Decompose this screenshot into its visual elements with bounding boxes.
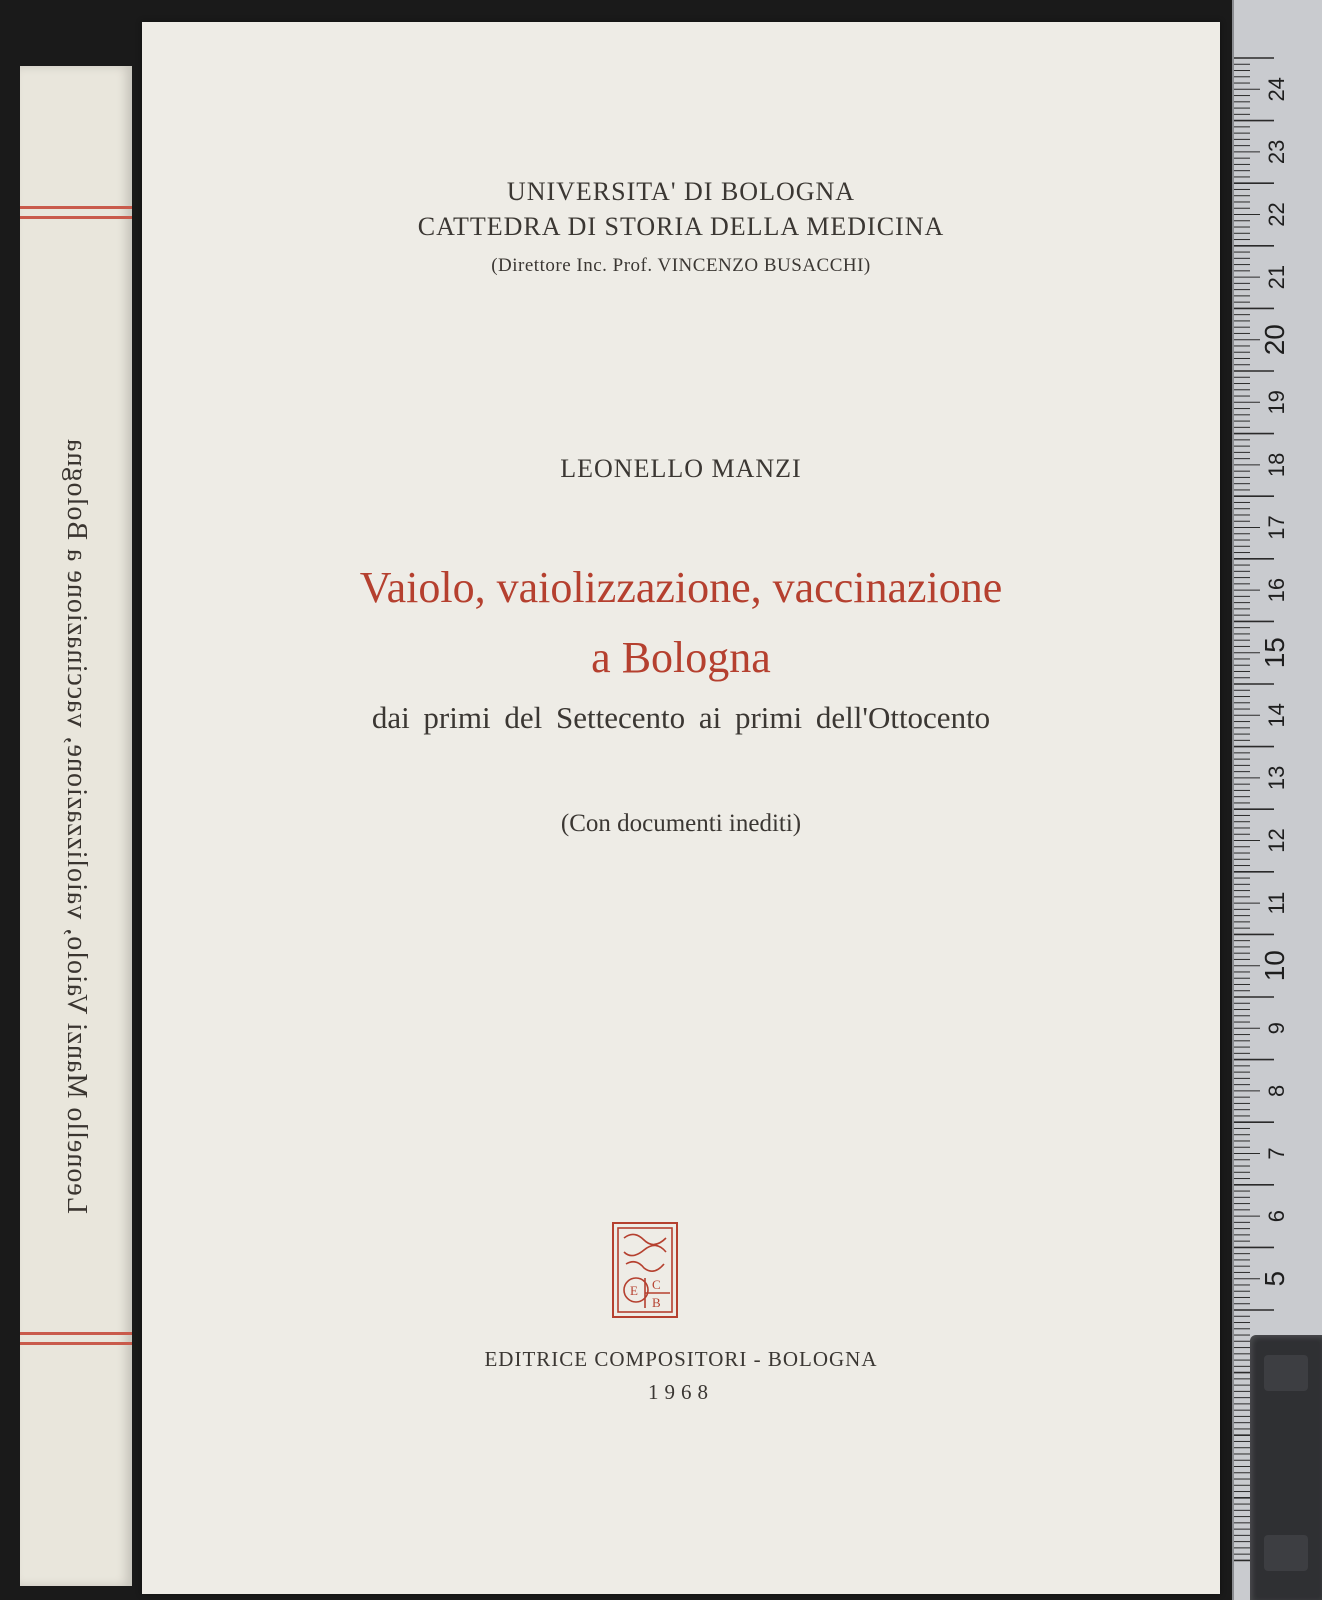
ruler-label: 8 [1264,1084,1289,1098]
ruler-label: 16 [1264,577,1289,603]
author-name: LEONELLO MANZI [560,454,802,483]
ruler-label: 19 [1264,390,1289,415]
university-name: UNIVERSITA' DI BOLOGNA [506,177,856,206]
publication-year: 1968 [648,1380,714,1404]
svg-text:E: E [630,1283,638,1298]
ruler-label: 23 [1264,139,1289,165]
ruler-label: 14 [1264,703,1289,728]
ruler-label: 10 [1259,950,1290,982]
book-title-line-2: a Bologna [591,633,771,682]
ruler-label: 22 [1264,202,1289,227]
ruler-label: 6 [1264,1209,1289,1223]
svg-text:C: C [652,1277,661,1292]
clamp-knob-top [1264,1355,1308,1391]
clamp-knob-bottom [1264,1535,1308,1571]
ruler-label: 17 [1264,515,1289,540]
ruler-label: 12 [1264,828,1289,853]
department-name: CATTEDRA DI STORIA DELLA MEDICINA [417,212,945,241]
book-note: (Con documenti inediti) [560,810,802,837]
spine-title: Leonello Manzi Vaiolo, vaiolizzazione, vaccinazione a Bologna [61,438,93,1214]
ruler-label: 21 [1264,264,1289,290]
book-spine [20,66,132,1586]
ruler-label: 11 [1264,891,1289,915]
publisher-logo-icon [612,1222,678,1318]
ruler-label: 24 [1264,77,1289,102]
ruler-label: 20 [1259,324,1290,356]
book-title-line-1: Vaiolo, vaiolizzazione, vaccinazione [359,563,1003,612]
publisher-name: EDITRICE COMPOSITORI - BOLOGNA [484,1347,878,1371]
ruler-label: 18 [1264,452,1289,478]
svg-text:B: B [652,1295,661,1310]
ruler-label: 9 [1264,1022,1289,1035]
ruler-clamp [1250,1335,1322,1600]
ruler-label: 13 [1264,765,1289,791]
book-subtitle: dai primi del Settecento ai primi dell'Ottocento [371,700,991,735]
ruler-label: 5 [1259,1270,1290,1287]
ruler-label: 7 [1264,1147,1289,1160]
book-cover [142,22,1220,1594]
director-line: (Direttore Inc. Prof. VINCENZO BUSACCHI) [491,255,871,276]
ruler-label: 15 [1259,637,1290,669]
